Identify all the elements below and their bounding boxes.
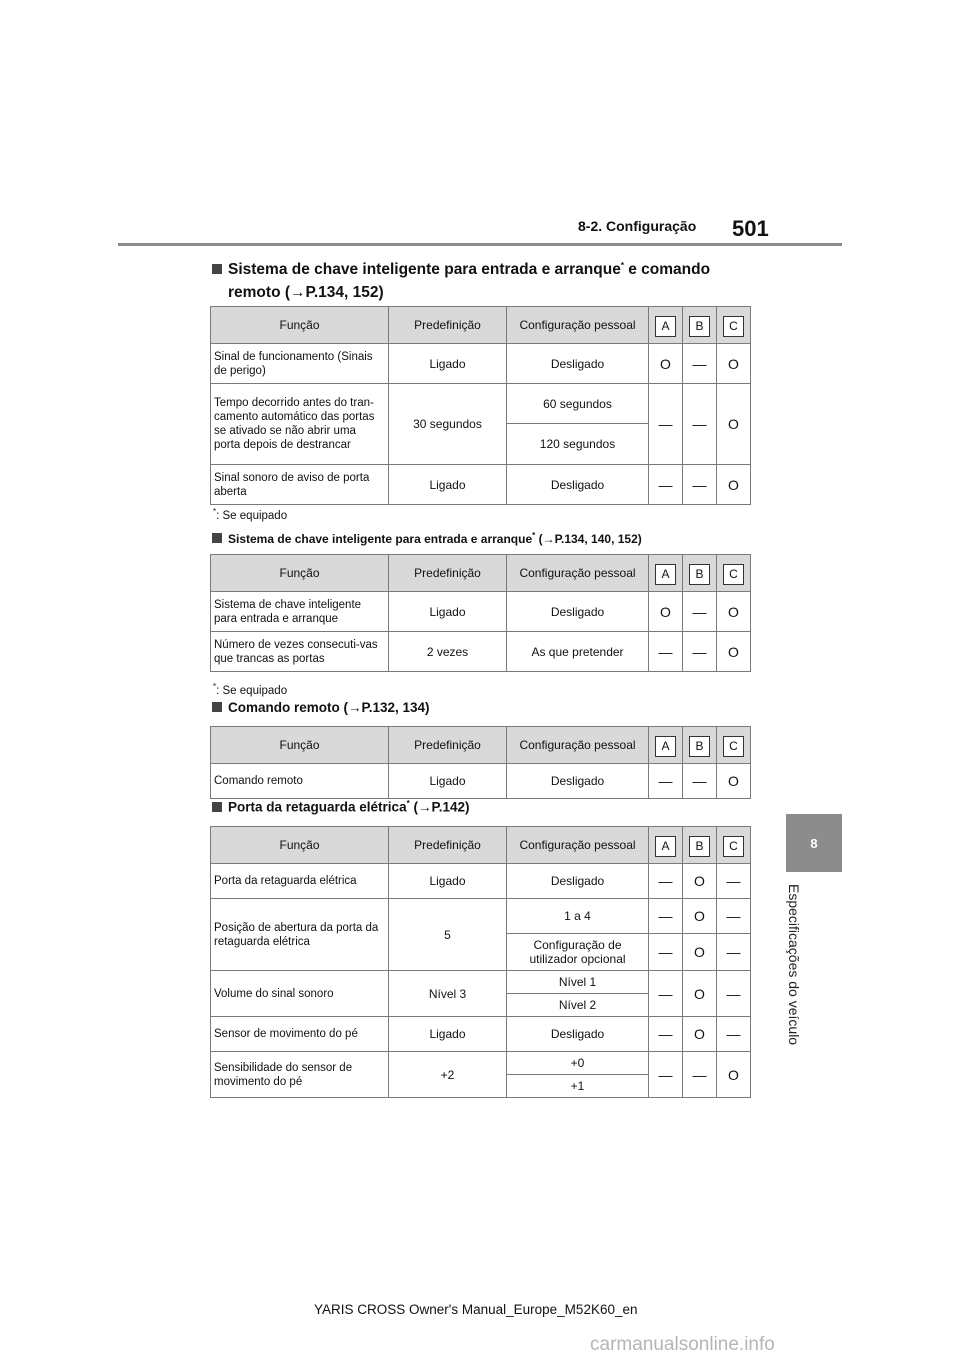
mark-b: — [683, 764, 717, 799]
col-header-funcao: Função [211, 827, 389, 864]
col-header-predefinicao: Predefinição [389, 307, 507, 344]
col-header-b: B [689, 836, 710, 857]
table-cell-predef: Ligado [389, 1017, 507, 1052]
square-bullet-icon [212, 533, 222, 543]
table-cell-funcao: Número de vezes consecuti-vas que trancas as portas [211, 632, 389, 672]
table-cell-predef: 5 [389, 899, 507, 971]
col-header-b: B [689, 316, 710, 337]
table-cell-funcao: Tempo decorrido antes do tran-camento automático das portas se ativado se não abrir uma porta depois de destrancar [211, 384, 389, 465]
col-header-a: A [655, 316, 676, 337]
section-title: 8-2. Configuração [578, 218, 697, 234]
mark-c: O [717, 764, 751, 799]
chapter-label: Especificações do veículo [786, 884, 802, 1046]
col-header-configuracao: Configuração pessoal [507, 827, 649, 864]
col-header-funcao: Função [211, 727, 389, 764]
mark-c: O [717, 592, 751, 632]
col-header-b: B [689, 736, 710, 757]
col-header-c: C [723, 736, 744, 757]
mark-a: — [649, 632, 683, 672]
header-rule [118, 243, 842, 246]
col-header-predefinicao: Predefinição [389, 555, 507, 592]
footnote: *: Se equipado [213, 507, 288, 522]
mark-a: — [649, 971, 683, 1017]
mark-a: — [649, 1052, 683, 1098]
col-header-a: A [655, 736, 676, 757]
square-bullet-icon [212, 702, 222, 712]
col-header-funcao: Função [211, 555, 389, 592]
table-cell-funcao: Sensibilidade do sensor de movimento do pé [211, 1052, 389, 1098]
col-header-b: B [689, 564, 710, 585]
settings-table-smart-key [210, 554, 751, 672]
mark-a: — [649, 384, 683, 465]
mark-c: — [717, 899, 751, 934]
table-cell-config: Desligado [507, 344, 649, 384]
mark-a: — [649, 864, 683, 899]
col-header-c: C [723, 564, 744, 585]
footer-manual-id: YARIS CROSS Owner's Manual_Europe_M52K60_en [314, 1302, 638, 1317]
settings-table-remote [210, 726, 751, 799]
mark-b: O [683, 971, 717, 1017]
mark-a: — [649, 899, 683, 934]
settings-table-power-tailgate [210, 826, 751, 1098]
square-bullet-icon [212, 264, 222, 274]
mark-a: — [649, 1017, 683, 1052]
section-heading-power-tailgate: Porta da retaguarda elétrica* (→P.142) [212, 799, 469, 815]
table-cell-funcao: Sistema de chave inteligente para entrada e arranque [211, 592, 389, 632]
watermark[interactable]: carmanualsonline.info [590, 1334, 775, 1355]
table-cell-config: Desligado [507, 1017, 649, 1052]
table-cell-config: Desligado [507, 465, 649, 505]
table-cell-funcao: Posição de abertura da porta da retaguarda elétrica [211, 899, 389, 971]
table-cell-predef: Ligado [389, 465, 507, 505]
table-cell-config: Nível 1 [507, 971, 649, 994]
table-cell-config: As que pretender [507, 632, 649, 672]
col-header-predefinicao: Predefinição [389, 827, 507, 864]
mark-c: O [717, 1052, 751, 1098]
mark-c: O [717, 344, 751, 384]
table-cell-funcao: Comando remoto [211, 764, 389, 799]
mark-c: — [717, 971, 751, 1017]
col-header-configuracao: Configuração pessoal [507, 727, 649, 764]
mark-b: — [683, 344, 717, 384]
mark-b: — [683, 592, 717, 632]
table-cell-funcao: Porta da retaguarda elétrica [211, 864, 389, 899]
table-cell-funcao: Sensor de movimento do pé [211, 1017, 389, 1052]
table-cell-funcao: Sinal de funcionamento (Sinais de perigo) [211, 344, 389, 384]
mark-c: O [717, 384, 751, 465]
table-cell-config: 60 segundos [507, 384, 649, 424]
chapter-tab[interactable]: 8 [786, 814, 842, 872]
mark-a: O [649, 344, 683, 384]
page-number: 501 [732, 216, 769, 241]
table-cell-config: Desligado [507, 592, 649, 632]
section-heading-remote: Comando remoto (→P.132, 134) [212, 700, 430, 715]
table-cell-predef: Ligado [389, 864, 507, 899]
mark-c: O [717, 632, 751, 672]
mark-b: O [683, 864, 717, 899]
table-cell-config: Desligado [507, 764, 649, 799]
section-heading-smart-key-remote: Sistema de chave inteligente para entrada e arranque* e comando remoto (→P.134, 152) [212, 254, 710, 304]
mark-b: — [683, 384, 717, 465]
col-header-a: A [655, 564, 676, 585]
footnote: *: Se equipado [213, 682, 288, 697]
mark-c: O [717, 465, 751, 505]
mark-b: — [683, 465, 717, 505]
col-header-configuracao: Configuração pessoal [507, 555, 649, 592]
table-cell-predef: 2 vezes [389, 632, 507, 672]
table-cell-config: 120 segundos [507, 424, 649, 465]
settings-table-smart-key-remote [210, 306, 751, 505]
mark-c: — [717, 934, 751, 971]
table-cell-predef: Ligado [389, 592, 507, 632]
table-cell-config: +0 [507, 1052, 649, 1075]
col-header-c: C [723, 316, 744, 337]
mark-b: O [683, 899, 717, 934]
mark-a: O [649, 592, 683, 632]
mark-b: — [683, 632, 717, 672]
table-cell-config: Configuração de utilizador opcional [507, 934, 649, 971]
mark-a: — [649, 764, 683, 799]
mark-c: — [717, 1017, 751, 1052]
table-cell-funcao: Sinal sonoro de aviso de porta aberta [211, 465, 389, 505]
table-cell-predef: Ligado [389, 764, 507, 799]
mark-b: — [683, 1052, 717, 1098]
table-cell-predef: +2 [389, 1052, 507, 1098]
mark-c: — [717, 864, 751, 899]
mark-b: O [683, 1017, 717, 1052]
mark-a: — [649, 934, 683, 971]
table-cell-config: Nível 2 [507, 994, 649, 1017]
col-header-a: A [655, 836, 676, 857]
col-header-c: C [723, 836, 744, 857]
table-cell-predef: 30 segundos [389, 384, 507, 465]
mark-a: — [649, 465, 683, 505]
table-cell-config: Desligado [507, 864, 649, 899]
table-cell-predef: Nível 3 [389, 971, 507, 1017]
table-cell-funcao: Volume do sinal sonoro [211, 971, 389, 1017]
table-cell-predef: Ligado [389, 344, 507, 384]
col-header-predefinicao: Predefinição [389, 727, 507, 764]
table-cell-config: +1 [507, 1075, 649, 1098]
section-heading-smart-key: Sistema de chave inteligente para entrada e arranque* (→P.134, 140, 152) [212, 531, 642, 546]
col-header-funcao: Função [211, 307, 389, 344]
mark-b: O [683, 934, 717, 971]
square-bullet-icon [212, 802, 222, 812]
col-header-configuracao: Configuração pessoal [507, 307, 649, 344]
table-cell-config: 1 a 4 [507, 899, 649, 934]
